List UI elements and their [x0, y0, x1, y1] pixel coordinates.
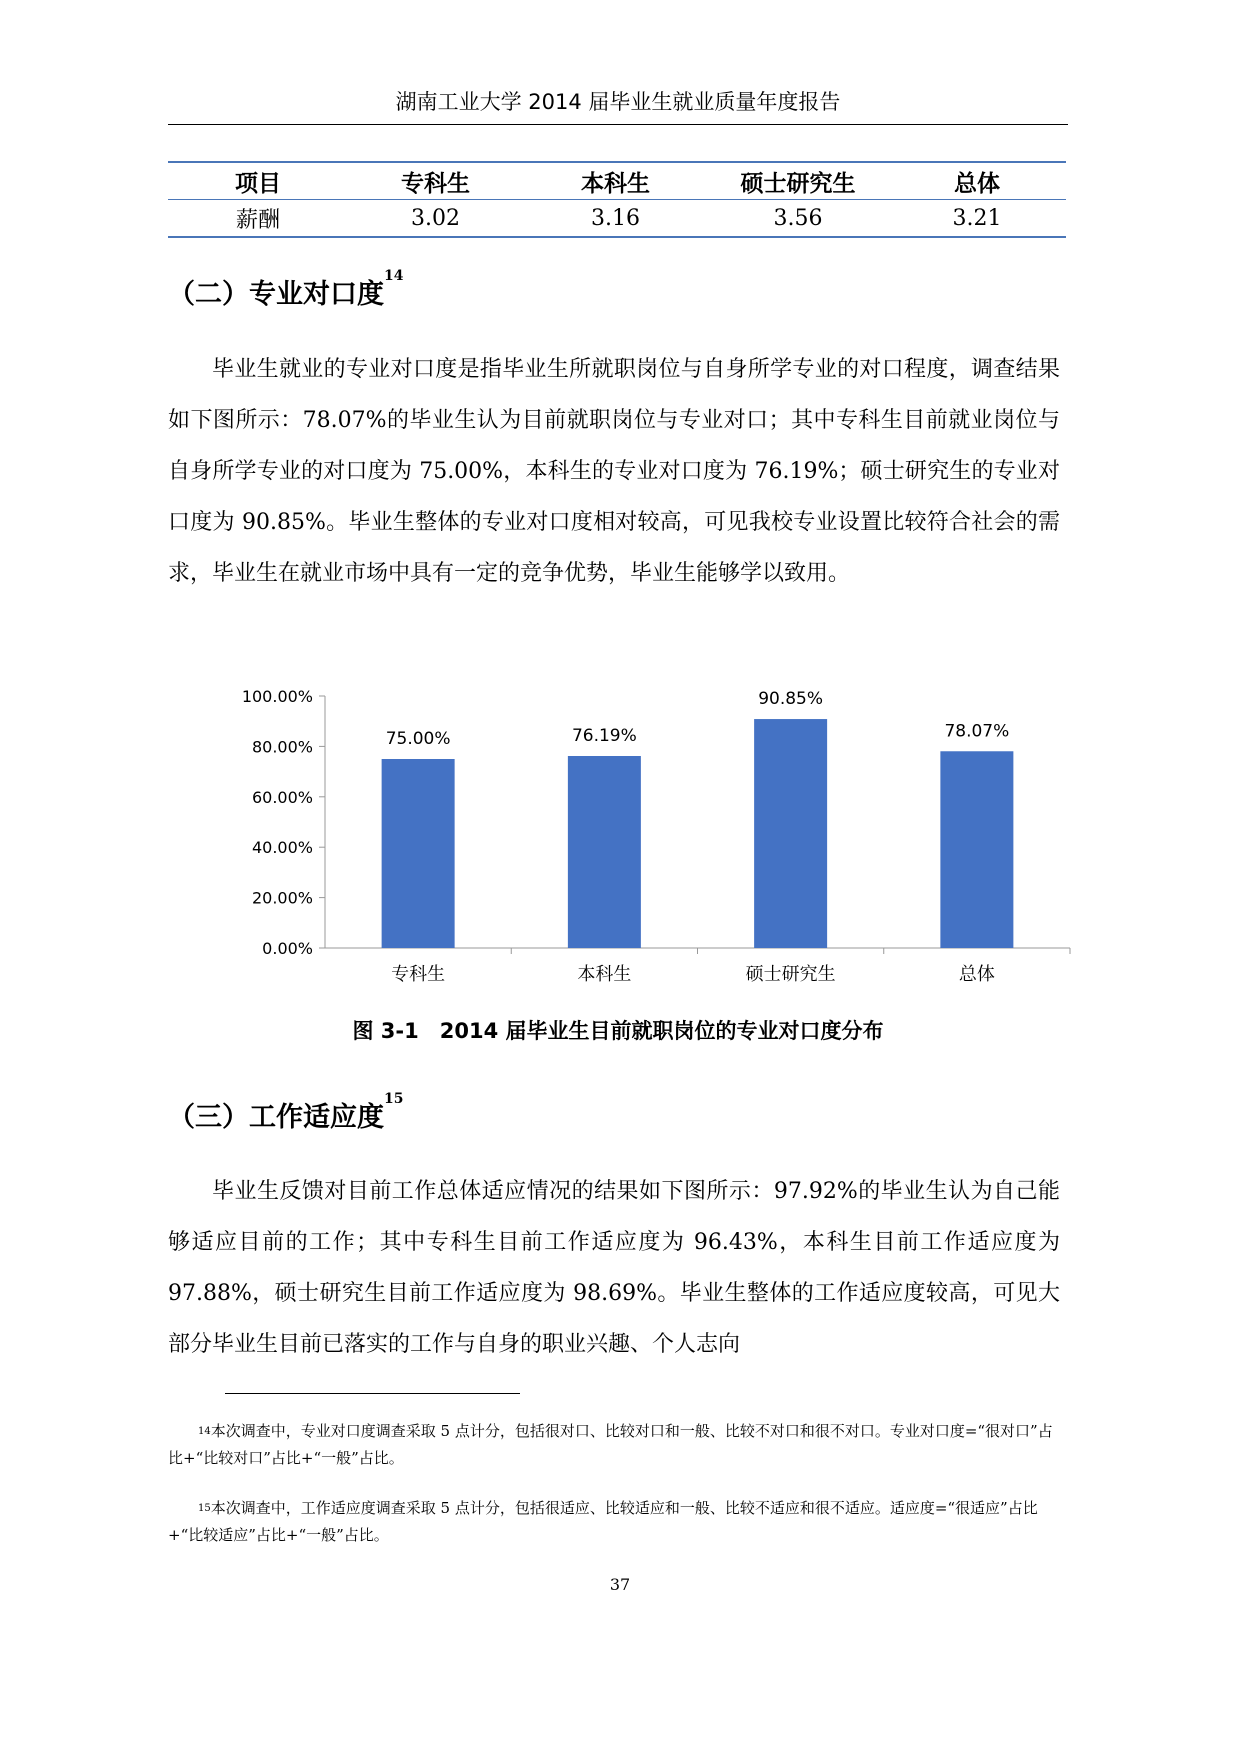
- body-paragraph: [168, 1166, 1060, 1370]
- table-cell: 3.16: [523, 200, 708, 238]
- x-tick-label: 总体: [958, 964, 995, 985]
- footnote-ref: 14: [384, 268, 404, 284]
- table-header-cell: 总体: [888, 162, 1066, 200]
- body-paragraph: [168, 344, 1060, 599]
- y-tick-label: 0.00%: [262, 939, 313, 958]
- footnote: [168, 1495, 1060, 1549]
- footnote-ref: 15: [384, 1091, 404, 1107]
- bar: [568, 756, 641, 948]
- table-cell: 3.21: [888, 200, 1066, 238]
- figure-caption: 图 3-1 2014 届毕业生目前就职岗位的专业对口度分布: [352, 1019, 884, 1043]
- paragraph-text: 毕业生反馈对目前工作总体适应情况的结果如下图所示：97.92%的毕业生认为自己能够适应目前的工作；其中专科生目前工作适应度为 96.43%，本科生目前工作适应度为 97.88%，硕士研究生目前工作适应度为 98.69%。毕业生整体的工作适应度较高，可见大部分毕业生目前已落实的工作与自身的职业兴趣、个人志向: [168, 1179, 1060, 1357]
- footnote-text: 本次调查中，专业对口度调查采取 5 点计分，包括很对口、比较对口和一般、比较不对口和很不对口。专业对口度=“很对口”占比+“比较对口”占比+“一般”占比。: [168, 1422, 1053, 1467]
- y-tick-label: 40.00%: [251, 838, 313, 858]
- y-tick-label: 80.00%: [251, 737, 313, 757]
- y-tick-label: 100.00%: [241, 687, 313, 706]
- table-cell: 3.56: [708, 200, 888, 238]
- x-tick-label: 本科生: [577, 964, 632, 985]
- page-number: 37: [609, 1575, 631, 1594]
- footnote-number: 15: [198, 1503, 211, 1514]
- footnote-text: 本次调查中，工作适应度调查采取 5 点计分，包括很适应、比较适应和一般、比较不适应和很不适应。适应度=“很适应”占比+“比较适应”占比+“一般”占比。: [168, 1499, 1038, 1544]
- page-header: 湖南工业大学 2014 届毕业生就业质量年度报告: [395, 90, 841, 114]
- bar: [754, 719, 827, 948]
- section-heading-3: [168, 1091, 404, 1134]
- table-row: [168, 200, 1066, 238]
- bar: [382, 759, 455, 948]
- section-heading-text: （三）工作适应度: [168, 1102, 384, 1133]
- bar-chart: [225, 676, 1075, 1001]
- table-header-cell: 专科生: [348, 162, 523, 200]
- salary-table: [168, 161, 1066, 238]
- data-label: 76.19%: [571, 726, 637, 747]
- y-tick-label: 20.00%: [251, 888, 313, 908]
- footnote-separator: [225, 1393, 520, 1394]
- x-tick-label: 硕士研究生: [745, 964, 836, 985]
- table-cell: 3.02: [348, 200, 523, 238]
- section-heading-text: （二）专业对口度: [168, 279, 384, 310]
- data-label: 78.07%: [944, 721, 1010, 742]
- section-heading-2: [168, 268, 404, 311]
- footnote-number: 14: [198, 1426, 211, 1437]
- y-tick-label: 60.00%: [251, 787, 313, 807]
- table-header-cell: 项目: [168, 162, 348, 200]
- table-header-cell: 本科生: [523, 162, 708, 200]
- header-rule: [168, 124, 1068, 125]
- table-header-row: [168, 162, 1066, 200]
- paragraph-text: 毕业生就业的专业对口度是指毕业生所就职岗位与自身所学专业的对口程度，调查结果如下图所示：78.07%的毕业生认为目前就职岗位与专业对口；其中专科生目前就业岗位与自身所学专业的对口度为 75.00%，本科生的专业对口度为 76.19%；硕士研究生的专业对口度为 90.85%。毕业生整体的专业对口度相对较高，可见我校专业设置比较符合社会的需求，毕业生在就业市场中具有一定的竞争优势，毕业生能够学以致用。: [168, 357, 1060, 586]
- data-label: 90.85%: [758, 689, 824, 710]
- x-tick-label: 专科生: [391, 964, 446, 985]
- table-cell: 薪酬: [168, 200, 348, 238]
- table-header-cell: 硕士研究生: [708, 162, 888, 200]
- data-label: 75.00%: [385, 729, 451, 749]
- footnote: [168, 1418, 1060, 1472]
- bar: [940, 751, 1013, 948]
